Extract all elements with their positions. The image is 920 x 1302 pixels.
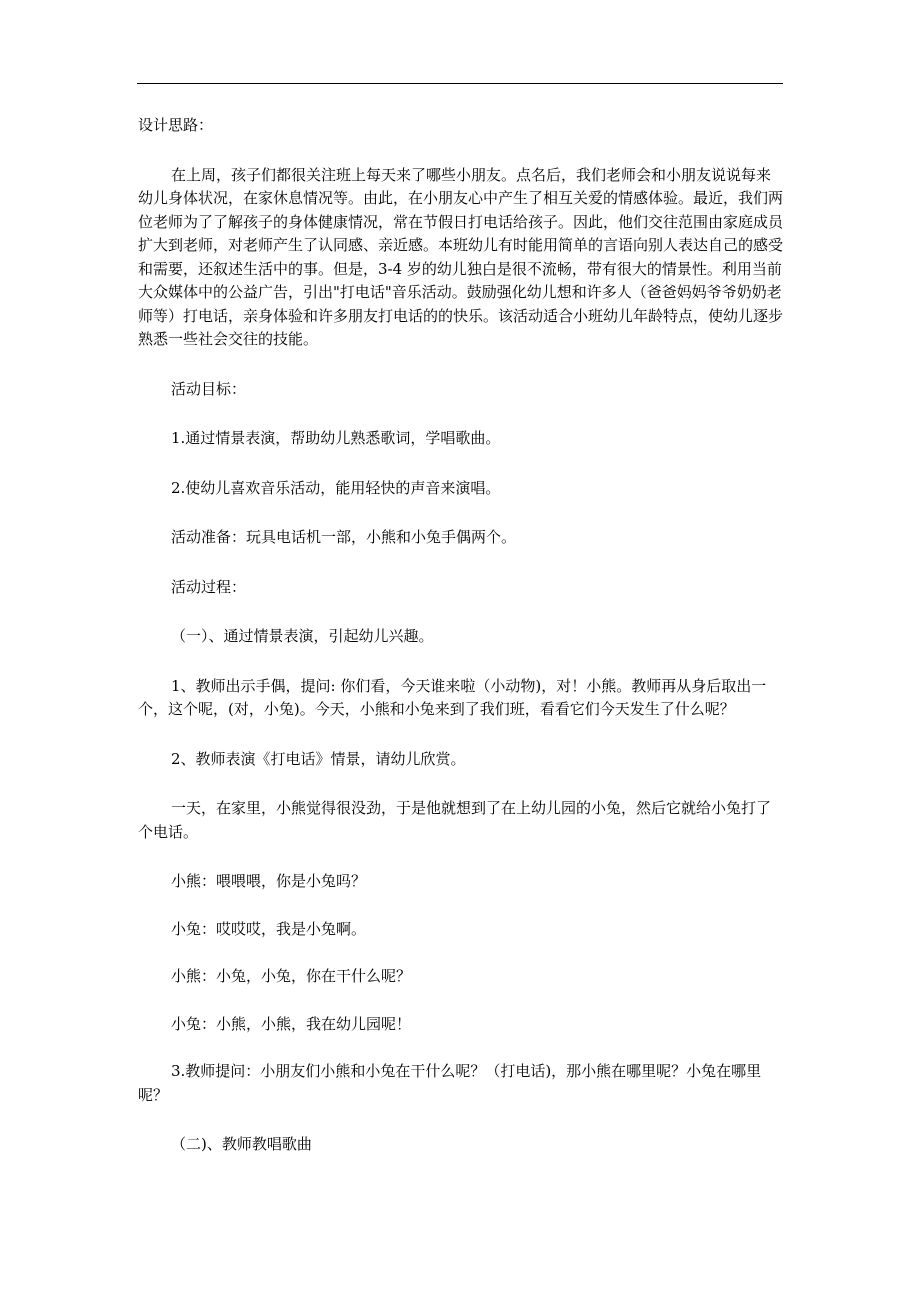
dialogue-line-2: 小兔：哎哎哎，我是小兔啊。 — [171, 919, 367, 938]
header-rule — [137, 83, 783, 84]
heading-activity-process: 活动过程： — [171, 577, 247, 596]
story-paragraph: 一天，在家里，小熊觉得很没劲，于是他就想到了在上幼儿园的小兔，然后它就给小兔打了个电话。 — [138, 799, 772, 841]
process-step-3: 3.教师提问：小朋友们小熊和小兔在干什么呢？（打电话)，那小熊在哪里呢？小兔在哪里呢？ — [138, 1062, 762, 1104]
section-heading-1: （一）、通过情景表演，引起幼儿兴趣。 — [171, 627, 434, 645]
goal-item-2: 2.使幼儿喜欢音乐活动，能用轻快的声音来演唱。 — [171, 478, 501, 497]
goal-item-1: 1.通过情景表演，帮助幼儿熟悉歌词，学唱歌曲。 — [171, 429, 501, 447]
dialogue-line-1: 小熊：喂喂喂，你是小兔吗？ — [171, 872, 367, 890]
process-step-1: 1、教师出示手偶，提问: 你们看，今天谁来啦（小动物)，对！小熊。教师再从身后取出一个，这个呢，(对，小兔)。今天，小熊和小兔来到了我们班，看看它们今天发生了什么呢？ — [138, 676, 767, 718]
heading-design-idea: 设计思路： — [138, 116, 214, 134]
section-heading-2: （二)、教师教唱歌曲 — [171, 1135, 312, 1153]
activity-preparation: 活动准备：玩具电话机一部，小熊和小兔手偶两个。 — [171, 528, 517, 546]
process-step-2: 2、教师表演《打电话》情景，请幼儿欣赏。 — [171, 749, 466, 768]
dialogue-line-3: 小熊：小兔，小兔，你在干什么呢？ — [171, 967, 412, 985]
document-body — [138, 114, 784, 1183]
heading-activity-goals: 活动目标： — [171, 379, 247, 398]
dialogue-line-4: 小兔：小熊，小熊，我在幼儿园呢！ — [171, 1014, 412, 1033]
paragraph-design-idea: 在上周，孩子们都很关注班上每天来了哪些小朋友。点名后，我们老师会和小朋友说说每来幼儿身体状况，在家休息情况等。由此，在小朋友心中产生了相互关爱的情感体验。最近，我们两位老师为了了解孩子的身体健康情况，常在节假日打电话给孩子。因此，他们交往范围由家庭成员扩大到老师，对老师产生了认同感、亲近感。本班幼儿有时能用简单的言语向别人表达自己的感受和需要，还叙述生活中的事。但是，3-4 岁的幼儿独白是很不流畅，带有很大的情景性。利用当前大众媒体中的公益广告，引出"打电话"音乐活动。鼓励强化幼儿想和许多人（爸爸妈妈爷爷奶奶老师等）打电话，亲身体验和许多朋友打电话的的快乐。该活动适合小班幼儿年龄特点，使幼儿逐步熟悉一些社会交往的技能。 — [138, 165, 784, 348]
